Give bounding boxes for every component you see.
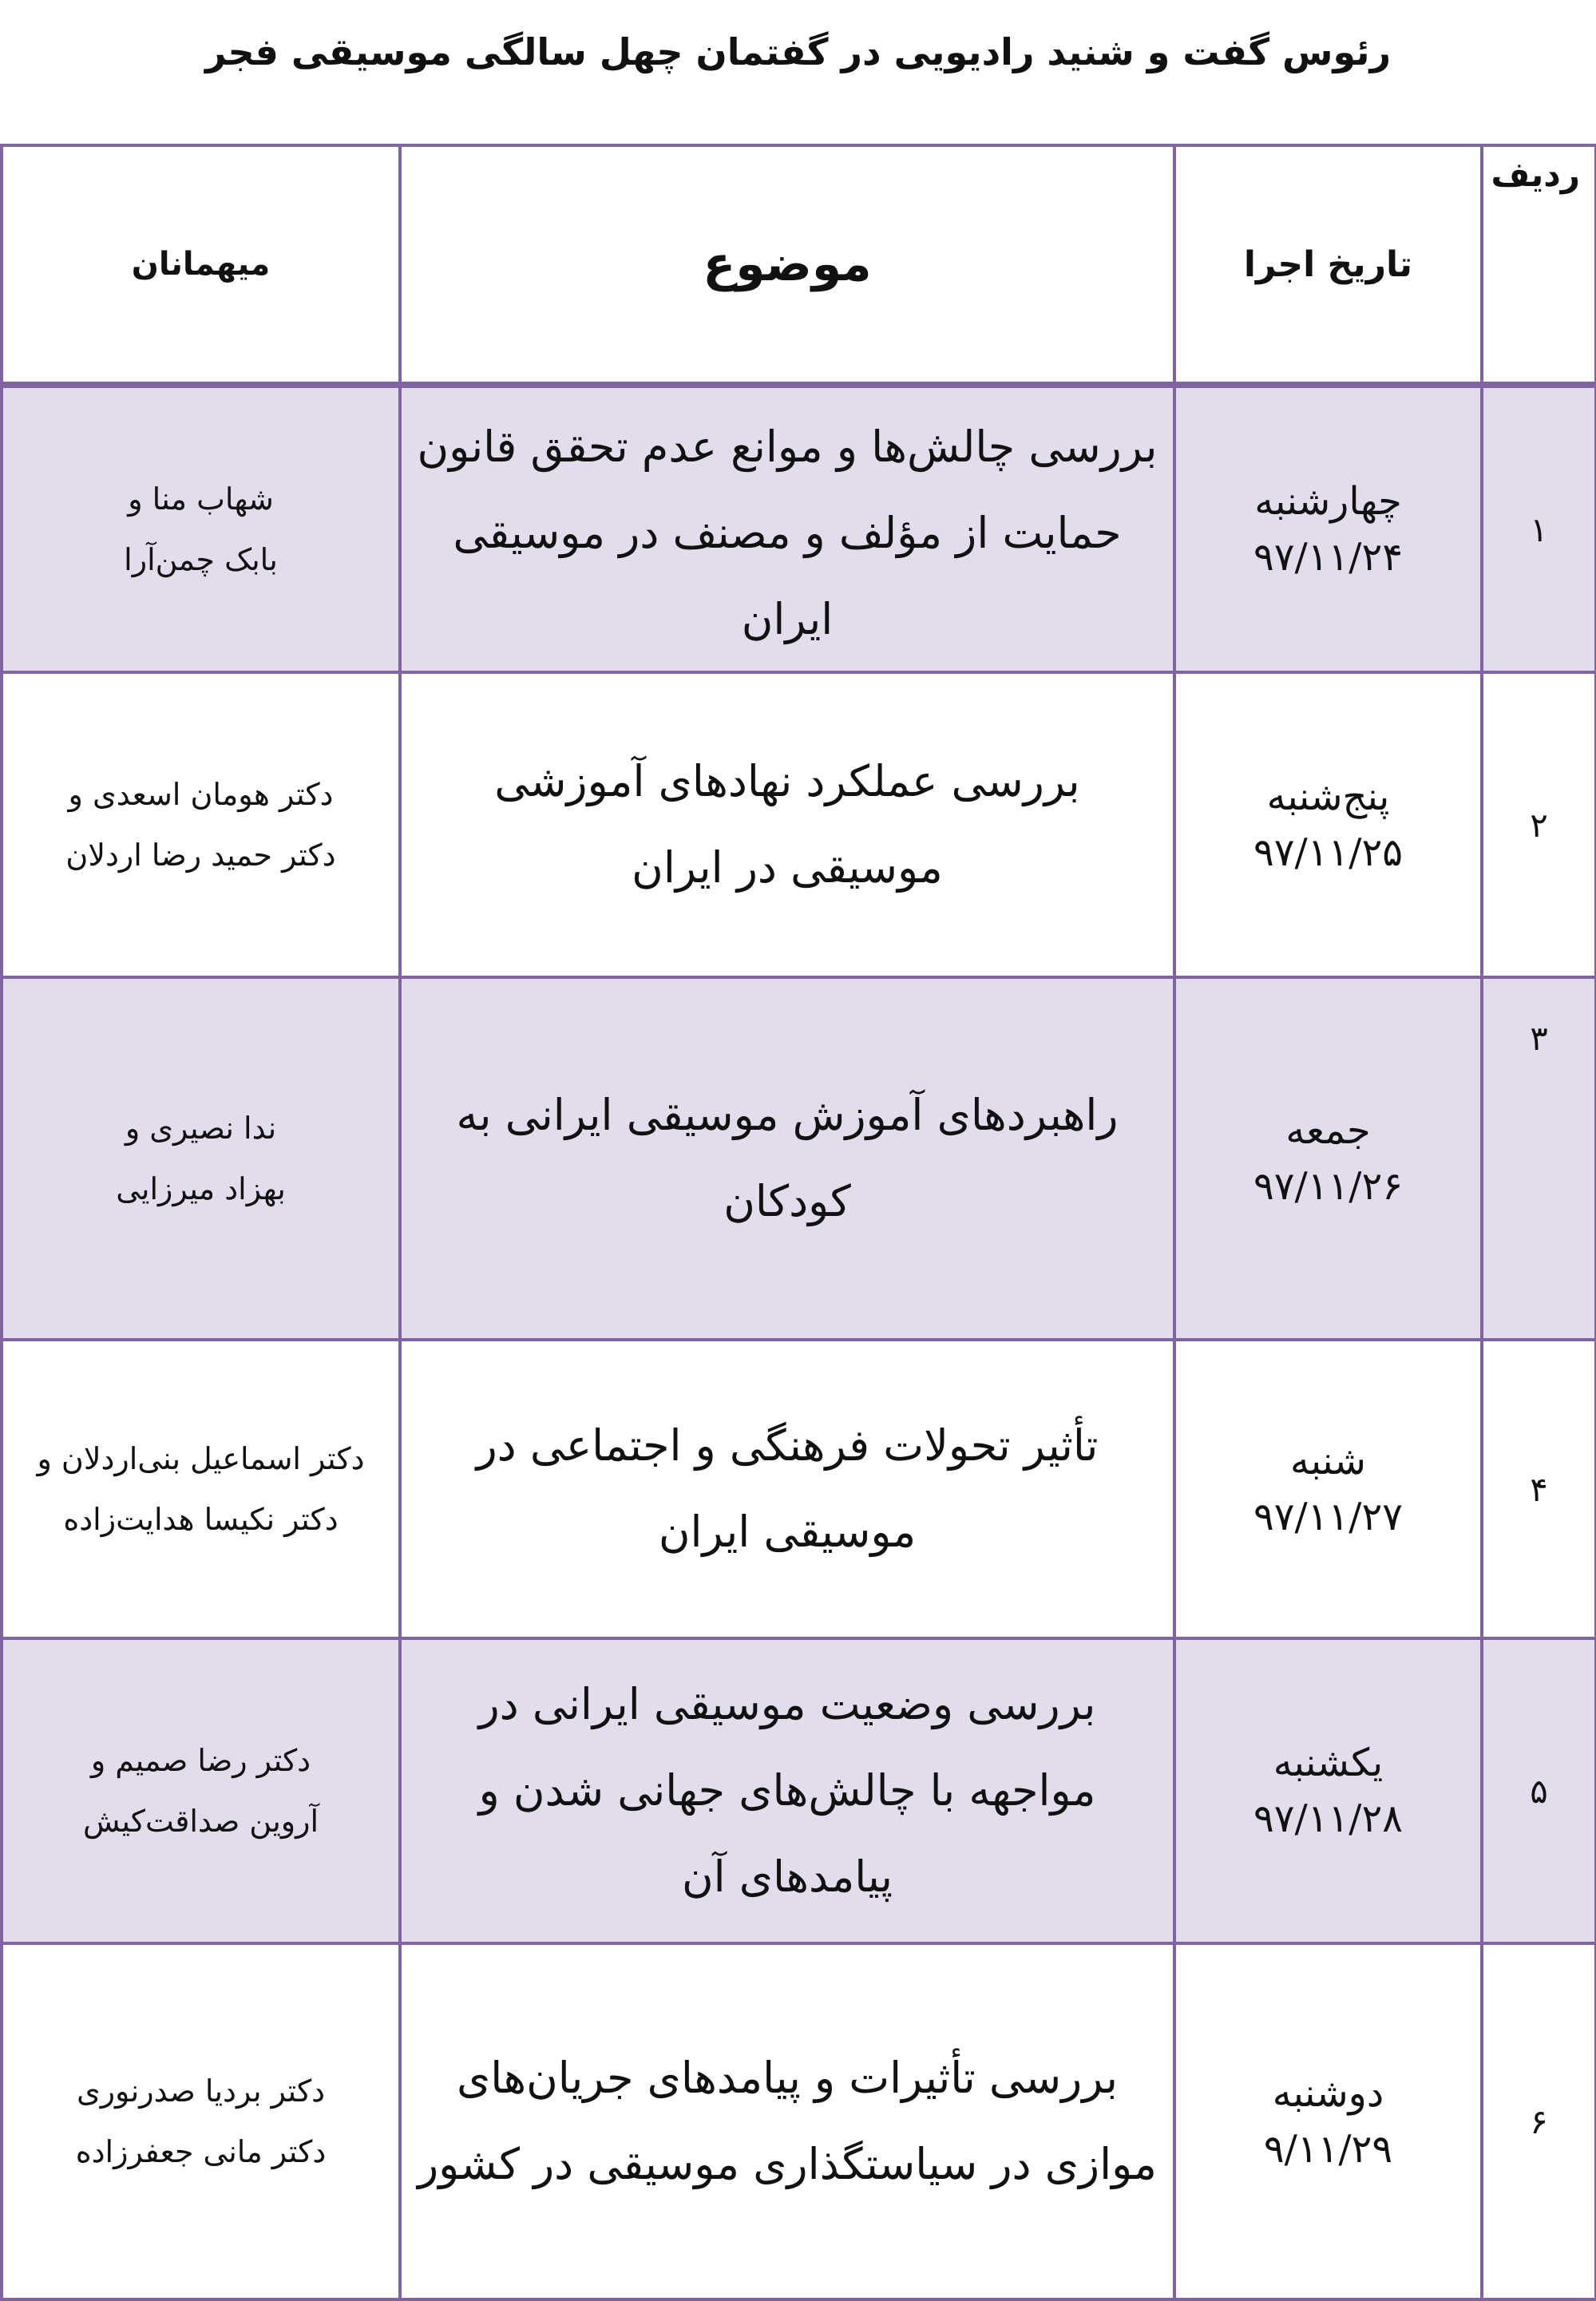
guest-name: دکتر اسماعیل بنی‌اردلان و: [37, 1441, 365, 1476]
date-value: ۹۷/۱۱/۲۸: [1253, 1796, 1404, 1841]
date-cell: [1174, 1340, 1482, 1638]
day-name: شنبه: [1290, 1439, 1366, 1483]
row-number: ۲: [1482, 672, 1596, 977]
table-row: [2, 1340, 1596, 1638]
date-cell: [1174, 1943, 1482, 2299]
date-value: ۹۷/۱۱/۲۶: [1253, 1164, 1404, 1209]
day-name: دوشنبه: [1272, 2071, 1384, 2116]
table-row: [2, 672, 1596, 977]
row-number: ۵: [1482, 1638, 1596, 1943]
table-row: [2, 977, 1596, 1340]
date-value: ۹۷/۱۱/۲۵: [1253, 830, 1404, 875]
guest-name: شهاب منا و: [128, 481, 274, 517]
guests-cell: [2, 672, 400, 977]
schedule-table: [0, 144, 1596, 2301]
table-row: [2, 1638, 1596, 1943]
guest-name: آروین صداقت‌کیش: [82, 1804, 319, 1839]
guests-cell: [2, 1340, 400, 1638]
table-header-row: [2, 145, 1596, 385]
day-name: یکشنبه: [1273, 1741, 1384, 1785]
topic-cell: بررسی تأثیرات و پیامدهای جریان‌های موازی در سیاستگذاری موسیقی در کشور: [400, 1943, 1174, 2299]
date-cell: [1174, 385, 1482, 672]
guest-name: ندا نصیری و: [125, 1111, 277, 1146]
header-topic: موضوع: [400, 145, 1174, 385]
guest-name: دکتر رضا صمیم و: [90, 1743, 311, 1778]
day-name: چهارشنبه: [1254, 479, 1402, 524]
date-value: ۹۷/۱۱/۲۷: [1253, 1495, 1404, 1539]
guest-name: بابک چمن‌آرا: [124, 542, 278, 577]
date-cell: [1174, 977, 1482, 1340]
table-row: [2, 1943, 1596, 2299]
guest-name: دکتر حمید رضا اردلان: [65, 838, 336, 873]
day-name: جمعه: [1285, 1108, 1371, 1153]
row-number: ۱: [1482, 385, 1596, 672]
table-row: [2, 385, 1596, 672]
row-number: ۶: [1482, 1943, 1596, 2299]
header-radif: ردیف: [1482, 145, 1596, 385]
date-cell: [1174, 672, 1482, 977]
guests-cell: [2, 1943, 400, 2299]
topic-cell: راهبردهای آموزش موسیقی ایرانی به کودکان: [400, 977, 1174, 1340]
guests-cell: [2, 385, 400, 672]
header-guests: میهمانان: [2, 145, 400, 385]
topic-cell: تأثیر تحولات فرهنگی و اجتماعی در موسیقی ایران: [400, 1340, 1174, 1638]
topic-cell: بررسی عملکرد نهادهای آموزشی موسیقی در ایران: [400, 672, 1174, 977]
guest-name: دکتر مانی جعفرزاده: [75, 2134, 327, 2169]
header-date: تاریخ اجرا: [1174, 145, 1482, 385]
date-value: ۹/۱۱/۲۹: [1263, 2127, 1393, 2172]
guests-cell: [2, 1638, 400, 1943]
topic-cell: بررسی وضعیت موسیقی ایرانی در مواجهه با چالش‌های جهانی شدن و پیامدهای آن: [400, 1638, 1174, 1943]
guests-cell: [2, 977, 400, 1340]
guest-name: دکتر بردیا صدرنوری: [76, 2073, 326, 2109]
date-value: ۹۷/۱۱/۲۴: [1253, 535, 1404, 580]
guest-name: بهزاد میرزایی: [116, 1171, 286, 1206]
day-name: پنج‌شنبه: [1266, 774, 1390, 819]
guest-name: دکتر نکیسا هدایت‌زاده: [63, 1502, 339, 1537]
date-cell: [1174, 1638, 1482, 1943]
row-number: ۴: [1482, 1340, 1596, 1638]
row-number: ۳: [1482, 977, 1596, 1340]
topic-cell: بررسی چالش‌ها و موانع عدم تحقق قانون حمایت از مؤلف و مصنف در موسیقی ایران: [400, 385, 1174, 672]
document-title: رئوس گفت و شنید رادیویی در گفتمان چهل سالگی موسیقی فجر: [204, 30, 1392, 73]
guest-name: دکتر هومان اسعدی و: [68, 777, 334, 812]
